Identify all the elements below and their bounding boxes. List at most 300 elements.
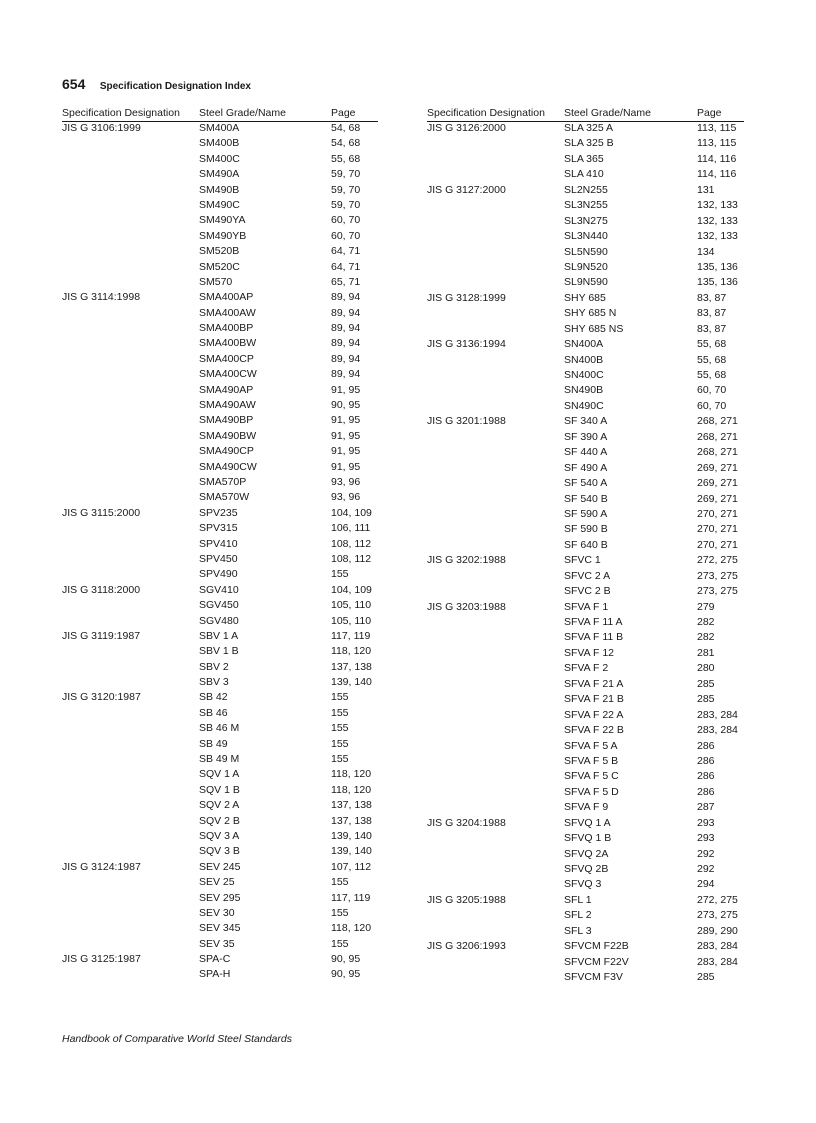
table-row: [427, 832, 744, 847]
page-ref: 155: [331, 691, 349, 704]
page-ref: 91, 95: [331, 445, 361, 458]
table-row: [427, 523, 744, 538]
spec-designation: JIS G 3118:2000: [62, 583, 141, 596]
table-row: [427, 878, 744, 893]
steel-grade: SMA570P: [199, 475, 247, 488]
section-title: Specification Designation Index: [99, 81, 251, 92]
page-ref: 270, 271: [697, 507, 738, 520]
page-ref: 285: [697, 971, 715, 984]
table-row: [427, 184, 744, 199]
table-row: [427, 122, 744, 137]
steel-grade: SMA490AP: [199, 383, 254, 396]
page-ref: 55, 68: [331, 152, 361, 165]
table-row: [62, 676, 378, 691]
page-ref: 113, 115: [697, 137, 737, 150]
table-row: [427, 863, 744, 878]
spec-designation: JIS G 3126:2000: [427, 122, 506, 134]
page-ref: 273, 275: [697, 909, 738, 922]
table-row: [427, 631, 744, 646]
page-ref: 269, 271: [697, 461, 738, 474]
page-ref: 54, 68: [331, 122, 361, 134]
steel-grade: SM490YB: [199, 229, 247, 242]
page-ref: 155: [331, 753, 349, 766]
steel-grade: SMA490AW: [199, 399, 256, 412]
table-row: [427, 601, 744, 616]
steel-grade: SM400B: [199, 137, 240, 150]
table-row: [62, 414, 378, 429]
page-ref: 292: [697, 847, 715, 860]
page-ref: 272, 275: [697, 554, 738, 567]
steel-grade: SFL 2: [564, 909, 592, 922]
steel-grade: SB 49: [199, 737, 228, 750]
index-rows-right: [427, 122, 744, 987]
table-row: [62, 892, 378, 907]
steel-grade: SLA 325 A: [564, 122, 614, 134]
steel-grade: SMA400CW: [199, 368, 257, 381]
page-ref: 108, 112: [331, 552, 372, 565]
steel-grade: SMA570W: [199, 491, 250, 504]
page-ref: 107, 112: [331, 860, 372, 873]
steel-grade: SFVC 2 B: [564, 585, 611, 598]
table-row: [427, 137, 744, 152]
page-ref: 91, 95: [331, 460, 361, 473]
table-row: [427, 199, 744, 214]
table-row: [427, 354, 744, 369]
spec-designation: JIS G 3106:1999: [62, 122, 141, 134]
spec-designation: JIS G 3125:1987: [62, 953, 141, 966]
spec-designation: JIS G 3115:2000: [62, 506, 141, 519]
header-spec-designation: Specification Designation: [427, 107, 545, 119]
steel-grade: SFVA F 21 A: [564, 677, 624, 690]
steel-grade: SN400B: [564, 353, 604, 366]
steel-grade: SB 42: [199, 691, 228, 704]
page-ref: 269, 271: [697, 492, 738, 505]
table-row: [427, 925, 744, 940]
steel-grade: SFVA F 22 A: [564, 708, 624, 721]
page-ref: 268, 271: [697, 446, 738, 459]
table-row: [62, 337, 378, 352]
page-ref: 137, 138: [331, 799, 372, 812]
page-ref: 59, 70: [331, 198, 361, 211]
table-row: [62, 645, 378, 660]
table-row: [62, 968, 378, 983]
steel-grade: SBV 1 A: [199, 629, 239, 642]
table-row: [62, 168, 378, 183]
page-ref: 135, 136: [697, 260, 738, 273]
page-ref: 83, 87: [697, 291, 727, 304]
page-ref: 118, 120: [331, 768, 372, 781]
steel-grade: SGV480: [199, 614, 239, 627]
page-ref: 108, 112: [331, 537, 372, 550]
steel-grade: SFVQ 2B: [564, 863, 609, 875]
steel-grade: SM400C: [199, 152, 240, 165]
page-ref: 106, 111: [331, 522, 371, 535]
table-row: [427, 261, 744, 276]
table-row: [62, 691, 378, 706]
page-ref: 287: [697, 801, 715, 814]
page-ref: 104, 109: [331, 506, 372, 519]
table-row: [427, 786, 744, 801]
page-ref: 90, 95: [331, 953, 361, 966]
page-ref: 270, 271: [697, 538, 738, 551]
spec-designation: JIS G 3127:2000: [427, 183, 506, 196]
table-row: [62, 861, 378, 876]
table-row: [427, 554, 744, 569]
header-steel-grade: Steel Grade/Name: [564, 107, 651, 119]
page-ref: 60, 70: [331, 229, 361, 242]
table-row: [62, 430, 378, 445]
steel-grade: SFVA F 5 C: [564, 770, 619, 783]
page-ref: 280: [697, 662, 715, 675]
page-ref: 83, 87: [697, 322, 727, 335]
table-row: [427, 446, 744, 461]
table-row: [62, 615, 378, 630]
steel-grade: SQV 2 A: [199, 799, 240, 812]
steel-grade: SEV 35: [199, 937, 235, 950]
table-row: [62, 815, 378, 830]
page-ref: 91, 95: [331, 383, 361, 396]
steel-grade: SF 640 B: [564, 538, 608, 551]
steel-grade: SLA 325 B: [564, 137, 614, 150]
table-row: [427, 585, 744, 600]
table-row: [62, 830, 378, 845]
page-ref: 155: [331, 937, 349, 950]
steel-grade: SFL 3: [564, 924, 592, 937]
steel-grade: SMA490CW: [199, 460, 257, 473]
page-ref: 286: [697, 770, 715, 783]
header-spec-designation: Specification Designation: [62, 107, 180, 119]
page-ref: 114, 116: [697, 152, 737, 165]
steel-grade: SMA400AW: [199, 306, 256, 319]
steel-grade: SN490B: [564, 384, 604, 397]
steel-grade: SFVQ 1 A: [564, 816, 611, 829]
steel-grade: SN400A: [564, 338, 604, 351]
page-ref: 60, 70: [331, 214, 361, 227]
steel-grade: SQV 3 A: [199, 829, 240, 842]
page-ref: 282: [697, 616, 715, 628]
steel-grade: SMA490CP: [199, 445, 254, 458]
table-row: [62, 568, 378, 583]
table-row: [427, 338, 744, 353]
page-ref: 281: [697, 646, 715, 659]
page-ref: 113, 115: [697, 122, 737, 134]
steel-grade: SEV 245: [199, 860, 241, 873]
page-ref: 104, 109: [331, 583, 372, 596]
table-row: [62, 507, 378, 522]
steel-grade: SF 590 B: [564, 523, 608, 536]
steel-grade: SHY 685 N: [564, 307, 617, 320]
spec-designation: JIS G 3204:1988: [427, 816, 506, 829]
steel-grade: SFL 1: [564, 893, 592, 906]
spec-designation: JIS G 3124:1987: [62, 860, 141, 873]
table-row: [427, 740, 744, 755]
table-row: [62, 399, 378, 414]
table-row: [427, 971, 744, 986]
page-ref: 64, 71: [331, 245, 361, 258]
table-row: [427, 323, 744, 338]
table-row: [427, 431, 744, 446]
page-ref: 118, 120: [331, 922, 372, 935]
steel-grade: SMA490BW: [199, 429, 257, 442]
page-ref: 54, 68: [331, 137, 361, 150]
steel-grade: SEV 295: [199, 891, 241, 904]
table-row: [427, 415, 744, 430]
steel-grade: SL3N275: [564, 214, 608, 227]
table-row: [62, 522, 378, 537]
table-row: [62, 491, 378, 506]
page-ref: 60, 70: [697, 384, 727, 397]
table-row: [62, 476, 378, 491]
table-row: [62, 384, 378, 399]
table-row: [62, 953, 378, 968]
page-ref: 89, 94: [331, 352, 361, 365]
steel-grade: SFVA F 1: [564, 600, 609, 613]
steel-grade: SBV 2: [199, 660, 229, 673]
table-row: [427, 662, 744, 677]
table-row: [427, 940, 744, 955]
table-row: [427, 755, 744, 770]
index-rows-left: [62, 122, 378, 984]
page-ref: 132, 133: [697, 230, 738, 243]
table-row: [62, 245, 378, 260]
table-row: [427, 153, 744, 168]
page-ref: 55, 68: [697, 353, 727, 366]
steel-grade: SB 46 M: [199, 722, 240, 735]
page-ref: 59, 70: [331, 168, 361, 181]
page-ref: 118, 120: [331, 645, 372, 658]
table-row: [62, 461, 378, 476]
table-row: [62, 368, 378, 383]
steel-grade: SF 590 A: [564, 507, 608, 520]
steel-grade: SGV410: [199, 583, 239, 596]
steel-grade: SPA-H: [199, 968, 231, 981]
header-page: Page: [331, 107, 356, 119]
table-row: [427, 709, 744, 724]
table-row: [427, 956, 744, 971]
page-ref: 139, 140: [331, 676, 372, 689]
steel-grade: SM490B: [199, 183, 240, 196]
steel-grade: SM490C: [199, 198, 240, 211]
steel-grade: SFVA F 11 A: [564, 616, 623, 628]
table-row: [427, 647, 744, 662]
steel-grade: SHY 685 NS: [564, 322, 624, 335]
table-row: [427, 215, 744, 230]
steel-grade: SN400C: [564, 369, 604, 381]
steel-grade: SFVA F 22 B: [564, 724, 624, 737]
table-row: [62, 599, 378, 614]
table-row: [427, 477, 744, 492]
steel-grade: SL9N520: [564, 260, 608, 273]
page-ref: 294: [697, 878, 715, 891]
table-row: [427, 909, 744, 924]
steel-grade: SHY 685: [564, 291, 606, 304]
page-ref: 89, 94: [331, 337, 361, 350]
page-ref: 139, 140: [331, 845, 372, 858]
page-footer: Handbook of Comparative World Steel Standards: [62, 1033, 292, 1045]
steel-grade: SFVC 2 A: [564, 569, 611, 582]
table-row: [427, 693, 744, 708]
spec-designation: JIS G 3128:1999: [427, 291, 506, 304]
steel-grade: SMA400BP: [199, 322, 254, 335]
steel-grade: SPV490: [199, 568, 238, 581]
steel-grade: SL2N255: [564, 183, 608, 196]
table-row: [62, 938, 378, 953]
table-row: [427, 508, 744, 523]
steel-grade: SF 340 A: [564, 415, 608, 428]
index-column-left: [62, 107, 378, 984]
page-ref: 91, 95: [331, 414, 361, 427]
page-ref: 283, 284: [697, 955, 738, 968]
page-ref: 268, 271: [697, 415, 738, 428]
table-row: [427, 276, 744, 291]
steel-grade: SPA-C: [199, 953, 231, 966]
table-row: [427, 570, 744, 585]
table-row: [62, 784, 378, 799]
page-ref: 155: [331, 568, 349, 581]
page-ref: 273, 275: [697, 569, 738, 582]
header-steel-grade: Steel Grade/Name: [199, 107, 286, 119]
table-row: [427, 616, 744, 631]
steel-grade: SFVA F 12: [564, 646, 614, 659]
steel-grade: SF 390 A: [564, 430, 608, 443]
page-ref: 286: [697, 739, 715, 752]
page-ref: 283, 284: [697, 724, 738, 737]
table-row: [62, 922, 378, 937]
page-ref: 155: [331, 706, 349, 719]
steel-grade: SF 490 A: [564, 461, 608, 474]
steel-grade: SGV450: [199, 599, 239, 612]
table-row: [62, 630, 378, 645]
steel-grade: SPV410: [199, 537, 238, 550]
table-row: [62, 137, 378, 152]
table-row: [427, 801, 744, 816]
steel-grade: SMA400BW: [199, 337, 257, 350]
steel-grade: SFVA F 5 B: [564, 754, 619, 767]
steel-grade: SN490C: [564, 399, 604, 412]
table-row: [62, 907, 378, 922]
steel-grade: SFVCM F22B: [564, 940, 629, 953]
spec-designation: JIS G 3206:1993: [427, 940, 506, 953]
page-ref: 90, 95: [331, 399, 361, 412]
page-number: 654: [62, 76, 86, 92]
table-row: [62, 445, 378, 460]
steel-grade: SM520B: [199, 245, 240, 258]
page-ref: 91, 95: [331, 429, 361, 442]
table-row: [62, 307, 378, 322]
page-ref: 93, 96: [331, 475, 361, 488]
page-ref: 132, 133: [697, 214, 738, 227]
page-ref: 83, 87: [697, 307, 727, 320]
table-row: [62, 230, 378, 245]
steel-grade: SM520C: [199, 260, 240, 273]
page-ref: 90, 95: [331, 968, 361, 981]
steel-grade: SF 540 A: [564, 477, 608, 490]
column-header-row: [427, 107, 744, 122]
table-row: [427, 724, 744, 739]
page-ref: 269, 271: [697, 477, 738, 490]
table-row: [62, 707, 378, 722]
spec-designation: JIS G 3205:1988: [427, 893, 506, 906]
page-ref: 279: [697, 600, 715, 613]
steel-grade: SQV 3 B: [199, 845, 240, 858]
page-ref: 135, 136: [697, 276, 738, 289]
steel-grade: SBV 1 B: [199, 645, 239, 658]
steel-grade: SFVA F 2: [564, 662, 609, 675]
page-ref: 55, 68: [697, 338, 727, 351]
page-ref: 270, 271: [697, 523, 738, 536]
page-ref: 155: [331, 876, 349, 889]
steel-grade: SFVCM F3V: [564, 971, 623, 984]
steel-grade: SF 540 B: [564, 492, 608, 505]
page-ref: 273, 275: [697, 585, 738, 598]
table-row: [62, 722, 378, 737]
steel-grade: SFVA F 21 B: [564, 693, 624, 706]
table-row: [62, 261, 378, 276]
page-ref: 282: [697, 631, 715, 644]
page-ref: 268, 271: [697, 430, 738, 443]
page-ref: 89, 94: [331, 368, 361, 381]
page-ref: 118, 120: [331, 783, 372, 796]
page-ref: 60, 70: [697, 399, 727, 412]
table-row: [427, 384, 744, 399]
table-row: [62, 553, 378, 568]
page-ref: 55, 68: [697, 369, 727, 381]
page-ref: 137, 138: [331, 660, 372, 673]
table-row: [62, 768, 378, 783]
spec-designation: JIS G 3201:1988: [427, 415, 506, 428]
steel-grade: SFVA F 11 B: [564, 631, 624, 644]
steel-grade: SMA490BP: [199, 414, 254, 427]
steel-grade: SMA400AP: [199, 291, 254, 304]
steel-grade: SFVQ 1 B: [564, 832, 612, 845]
page-ref: 286: [697, 754, 715, 767]
table-row: [427, 307, 744, 322]
table-row: [62, 584, 378, 599]
spec-designation: JIS G 3120:1987: [62, 691, 141, 704]
page-ref: 93, 96: [331, 491, 361, 504]
page-ref: 283, 284: [697, 940, 738, 953]
table-row: [62, 661, 378, 676]
steel-grade: SPV315: [199, 522, 238, 535]
page-ref: 65, 71: [331, 275, 361, 288]
table-row: [427, 400, 744, 415]
steel-grade: SFVC 1: [564, 554, 601, 567]
spec-designation: JIS G 3114:1998: [62, 291, 141, 304]
spec-designation: JIS G 3202:1988: [427, 554, 506, 567]
table-row: [427, 539, 744, 554]
steel-grade: SEV 345: [199, 922, 241, 935]
spec-designation: JIS G 3203:1988: [427, 600, 506, 613]
column-header-row: [62, 107, 378, 122]
page-ref: 292: [697, 863, 715, 875]
table-row: [427, 462, 744, 477]
page-ref: 114, 116: [697, 168, 737, 181]
table-row: [427, 168, 744, 183]
steel-grade: SL3N440: [564, 230, 608, 243]
page-ref: 89, 94: [331, 306, 361, 319]
page-ref: 155: [331, 722, 349, 735]
page-ref: 89, 94: [331, 322, 361, 335]
steel-grade: SPV235: [199, 506, 238, 519]
page-ref: 64, 71: [331, 260, 361, 273]
steel-grade: SQV 1 A: [199, 768, 240, 781]
steel-grade: SFVCM F22V: [564, 955, 629, 968]
table-row: [62, 276, 378, 291]
table-row: [427, 493, 744, 508]
steel-grade: SQV 2 B: [199, 814, 240, 827]
steel-grade: SBV 3: [199, 676, 229, 689]
table-row: [427, 678, 744, 693]
